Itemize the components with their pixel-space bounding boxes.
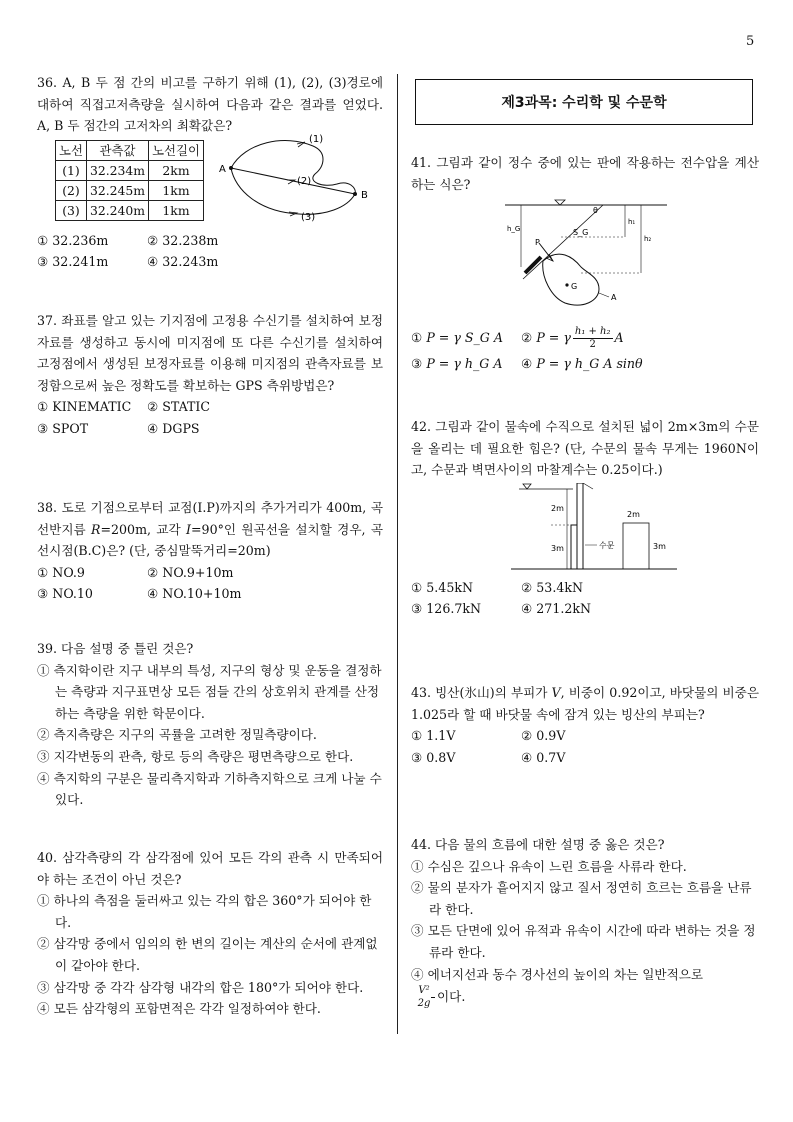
label-depth-3m: 3m — [551, 543, 564, 553]
option[interactable]: ① 하나의 측점을 둘러싸고 있는 각의 합은 360°가 되어야 한다. — [37, 893, 372, 930]
route-1-path — [231, 140, 355, 193]
volume-symbol: V — [551, 685, 561, 700]
option[interactable] — [411, 327, 521, 349]
option[interactable]: ③ 모든 단면에 있어 유적과 유속이 시간에 따라 변하는 것을 정류라 한다. — [411, 923, 756, 960]
question-40-stem: 40. 삼각측량의 각 삼각점에 있어 모든 각의 관측 시 만족되어야 하는 조건이 아닌 것은? — [37, 850, 383, 887]
option-number: ③ — [411, 356, 423, 372]
label-route-2: (2) — [297, 175, 312, 187]
question-44-options — [411, 856, 759, 1011]
label-sg: S_G — [573, 228, 589, 238]
question-40-options — [37, 890, 383, 1020]
option[interactable]: ① 측지학이란 지구 내부의 특성, 지구의 형상 및 운동을 결정하는 측량과 지구표면상 모든 점들 간의 상호위치 관계를 산정하는 측량을 위한 학문이다. — [37, 662, 382, 721]
label-h2: h₂ — [644, 235, 652, 244]
label-width: 2m — [627, 509, 640, 519]
label-b: B — [361, 189, 368, 201]
point-b — [353, 192, 357, 196]
option[interactable]: ① 1.1V — [411, 728, 456, 744]
options-row — [411, 353, 759, 375]
option-number: ② — [521, 329, 533, 345]
table-cell: (2) — [56, 180, 87, 200]
question-42 — [411, 416, 759, 620]
column-divider — [397, 74, 398, 1034]
option[interactable]: ② 측지측량은 지구의 곡률을 고려한 정밀측량이다. — [37, 727, 317, 743]
option[interactable]: ③ 삼각망 중 각각 삼각형 내각의 합은 180°가 되어야 한다. — [37, 979, 364, 995]
option[interactable]: ② NO.9+10m — [147, 564, 234, 580]
option[interactable]: ① 32.236m — [37, 232, 109, 248]
option[interactable]: ① 수심은 깊으나 유속이 느린 흐름을 사류라 한다. — [411, 858, 687, 874]
label-h1: h₁ — [628, 218, 636, 227]
question-40 — [37, 847, 383, 1020]
option[interactable]: ② 물의 분자가 흩어지지 않고 질서 정연히 흐르는 흐름을 난류라 한다. — [411, 880, 752, 917]
formula: A — [614, 329, 624, 345]
plate-outline — [543, 254, 599, 305]
option[interactable]: ② 32.238m — [147, 232, 219, 248]
label-a: A — [219, 163, 226, 175]
option[interactable]: ① KINEMATIC — [37, 399, 132, 415]
option[interactable]: ① NO.9 — [37, 564, 85, 580]
angle-symbol: I — [186, 521, 191, 537]
option[interactable]: ④ 측지학의 구분은 물리측지학과 기하측지학으로 크게 나눌 수 있다. — [37, 770, 382, 808]
question-36-figure — [37, 133, 383, 230]
stem-text: =200m, 교각 — [100, 521, 187, 537]
question-39 — [37, 638, 383, 811]
route-3-path — [231, 168, 355, 214]
wall — [577, 483, 583, 569]
fraction-denominator: 2 — [589, 338, 596, 350]
formula: P = γ — [536, 329, 571, 345]
option[interactable]: ② 삼각망 중에서 임의의 한 변의 길이는 계산의 순서에 관계없이 같아야 한다. — [37, 936, 378, 973]
page-number: 5 — [746, 34, 755, 49]
subject-title: 제3과목: 수리학 및 수문학 — [501, 95, 667, 111]
option[interactable] — [521, 353, 759, 375]
label-gate: 수문 — [599, 540, 615, 550]
question-38-stem — [37, 497, 383, 562]
question-43 — [411, 682, 759, 768]
table-cell: (1) — [56, 160, 87, 180]
label-hg: h_G — [507, 225, 521, 234]
label-route-1: (1) — [309, 133, 324, 145]
question-39-options — [37, 660, 383, 811]
table-header-row — [56, 140, 204, 160]
question-41-stem: 41. 그림과 같이 정수 중에 있는 판에 작용하는 전수압을 계산하는 식은? — [411, 155, 759, 192]
stem-text: 38. 도로 기점으로부터 교점(I.P)까지의 추가거리가 400m, 곡선반지름 — [37, 500, 383, 537]
table-row — [56, 200, 204, 220]
wall-hatch — [583, 483, 593, 489]
question-43-options — [411, 725, 759, 768]
table-row — [56, 180, 204, 200]
question-39-stem: 39. 다음 설명 중 틀린 것은? — [37, 641, 194, 656]
label-theta: θ — [593, 206, 598, 216]
table-header: 관측값 — [86, 140, 148, 160]
question-37-options — [37, 396, 383, 439]
question-36-options — [37, 230, 383, 273]
subject-title-box — [415, 79, 753, 125]
table-cell: 32.245m — [86, 180, 148, 200]
question-43-stem — [411, 682, 759, 725]
table-header: 노선길이 — [149, 140, 204, 160]
question-42-options — [411, 577, 759, 620]
table-cell: 1km — [149, 180, 204, 200]
question-38-options — [37, 562, 383, 605]
question-44 — [411, 834, 759, 1010]
water-level-icon — [523, 484, 531, 489]
option-number: ① — [411, 330, 423, 346]
label-g: G — [571, 282, 578, 292]
question-37 — [37, 310, 383, 440]
option[interactable]: ② 0.9V — [521, 728, 566, 744]
table-header: 노선 — [56, 140, 87, 160]
option[interactable]: ④ DGPS — [147, 420, 200, 436]
stem-text: =90°인 원곡선을 설치할 경우, 곡선시점(B.C)은? (단, 중심말뚝거리=20m) — [37, 521, 384, 559]
option-text: 이다. — [437, 989, 466, 1005]
label-height: 3m — [653, 541, 666, 551]
formula: P = γ h_G A — [426, 356, 503, 372]
option[interactable]: ① 5.45kN — [411, 579, 473, 595]
option[interactable]: ④ 271.2kN — [521, 601, 591, 617]
option[interactable]: ④ 0.7V — [521, 749, 566, 765]
fraction — [417, 985, 435, 1010]
table-cell: 1km — [149, 200, 204, 220]
option[interactable]: ④ 32.243m — [147, 254, 219, 270]
option-text: ④ 에너지선과 동수 경사선의 높이의 차는 일반적으로 — [411, 966, 704, 982]
gate-section — [623, 523, 649, 569]
question-44-stem: 44. 다음 물의 흐름에 대한 설명 중 옳은 것은? — [411, 837, 665, 852]
label-p: P — [535, 238, 540, 248]
label-a-leader — [599, 293, 609, 297]
question-41-options — [411, 323, 759, 375]
option-number: ④ — [521, 356, 533, 372]
formula: P = γ h_G A sinθ — [536, 356, 643, 372]
fraction — [573, 326, 613, 351]
table-cell: 32.234m — [86, 160, 148, 180]
route-1-arrow-icon — [297, 142, 305, 147]
option[interactable]: ③ 0.8V — [411, 749, 456, 765]
options-row — [411, 323, 759, 353]
option[interactable] — [521, 326, 759, 351]
table-cell: 2km — [149, 160, 204, 180]
option[interactable]: ④ NO.10+10m — [147, 586, 242, 602]
question-37-stem: 37. 좌표를 알고 있는 기지점에 고정용 수신기를 설치하여 보정자료를 생성하고 동시에 미지점에 또 다른 수신기를 설치하여 고정점에서 생성된 보정자료를 이용해 미지점의 관측자료를 보정함으로써 높은 정확도를 확보하는 GPS 측위방법은? — [37, 313, 383, 393]
option[interactable]: ③ NO.10 — [37, 586, 93, 602]
fraction-denominator: 2g — [417, 998, 431, 1010]
question-36 — [37, 72, 383, 273]
question-42-stem: 42. 그림과 같이 물속에 수직으로 설치된 넓이 2m×3m의 수문을 올리는 데 필요한 힘은? (단, 수문의 물속 무게는 1960N이고, 수문과 벽면사이의 마찰계수는 0.25이다.) — [411, 419, 759, 478]
radius-symbol: R — [91, 521, 101, 537]
label-depth-2m: 2m — [551, 503, 564, 513]
option[interactable]: ③ 126.7kN — [411, 601, 481, 617]
option[interactable]: ④ 모든 삼각형의 포함면적은 각각 일정하여야 한다. — [37, 1001, 321, 1017]
stem-text: 43. 빙산(氷山)의 부피가 — [411, 685, 552, 700]
option[interactable]: ③ 지각변동의 관측, 항로 등의 측량은 평면측량으로 한다. — [37, 748, 354, 764]
table-row — [56, 160, 204, 180]
option[interactable]: ③ SPOT — [37, 420, 89, 436]
option[interactable] — [411, 353, 521, 375]
water-level-icon — [555, 200, 565, 205]
table-cell: (3) — [56, 200, 87, 220]
leveling-route-diagram — [215, 132, 383, 228]
submerged-plate-diagram — [501, 199, 671, 319]
centroid-point — [565, 284, 568, 287]
point-a — [229, 166, 233, 170]
label-route-3: (3) — [301, 211, 316, 223]
option[interactable] — [411, 964, 759, 1011]
gate — [571, 525, 577, 569]
formula: P = γ S_G A — [426, 330, 503, 346]
fraction-numerator: V² — [431, 985, 435, 998]
fraction-numerator: h₁ + h₂ — [574, 325, 611, 337]
label-a: A — [611, 293, 617, 303]
option[interactable]: ② STATIC — [147, 399, 211, 415]
sluice-gate-diagram — [511, 483, 677, 573]
leveling-table — [55, 140, 204, 221]
option[interactable]: ③ 32.241m — [37, 254, 109, 270]
stem-text: , 비중이 0.92이고, 바닷물의 비중은 1.025라 할 때 바닷물 속에 잠겨 있는 빙산의 부피는? — [411, 685, 760, 722]
question-41 — [411, 152, 759, 375]
question-38 — [37, 497, 383, 605]
question-36-stem: 36. A, B 두 점 간의 비고를 구하기 위해 (1), (2), (3)경로에 대하여 직접고저측량을 실시하여 다음과 같은 결과를 얻었다. A, B 두 점간의 고저차의 최확값은? — [37, 75, 383, 134]
option[interactable]: ② 53.4kN — [521, 579, 583, 595]
table-cell: 32.240m — [86, 200, 148, 220]
